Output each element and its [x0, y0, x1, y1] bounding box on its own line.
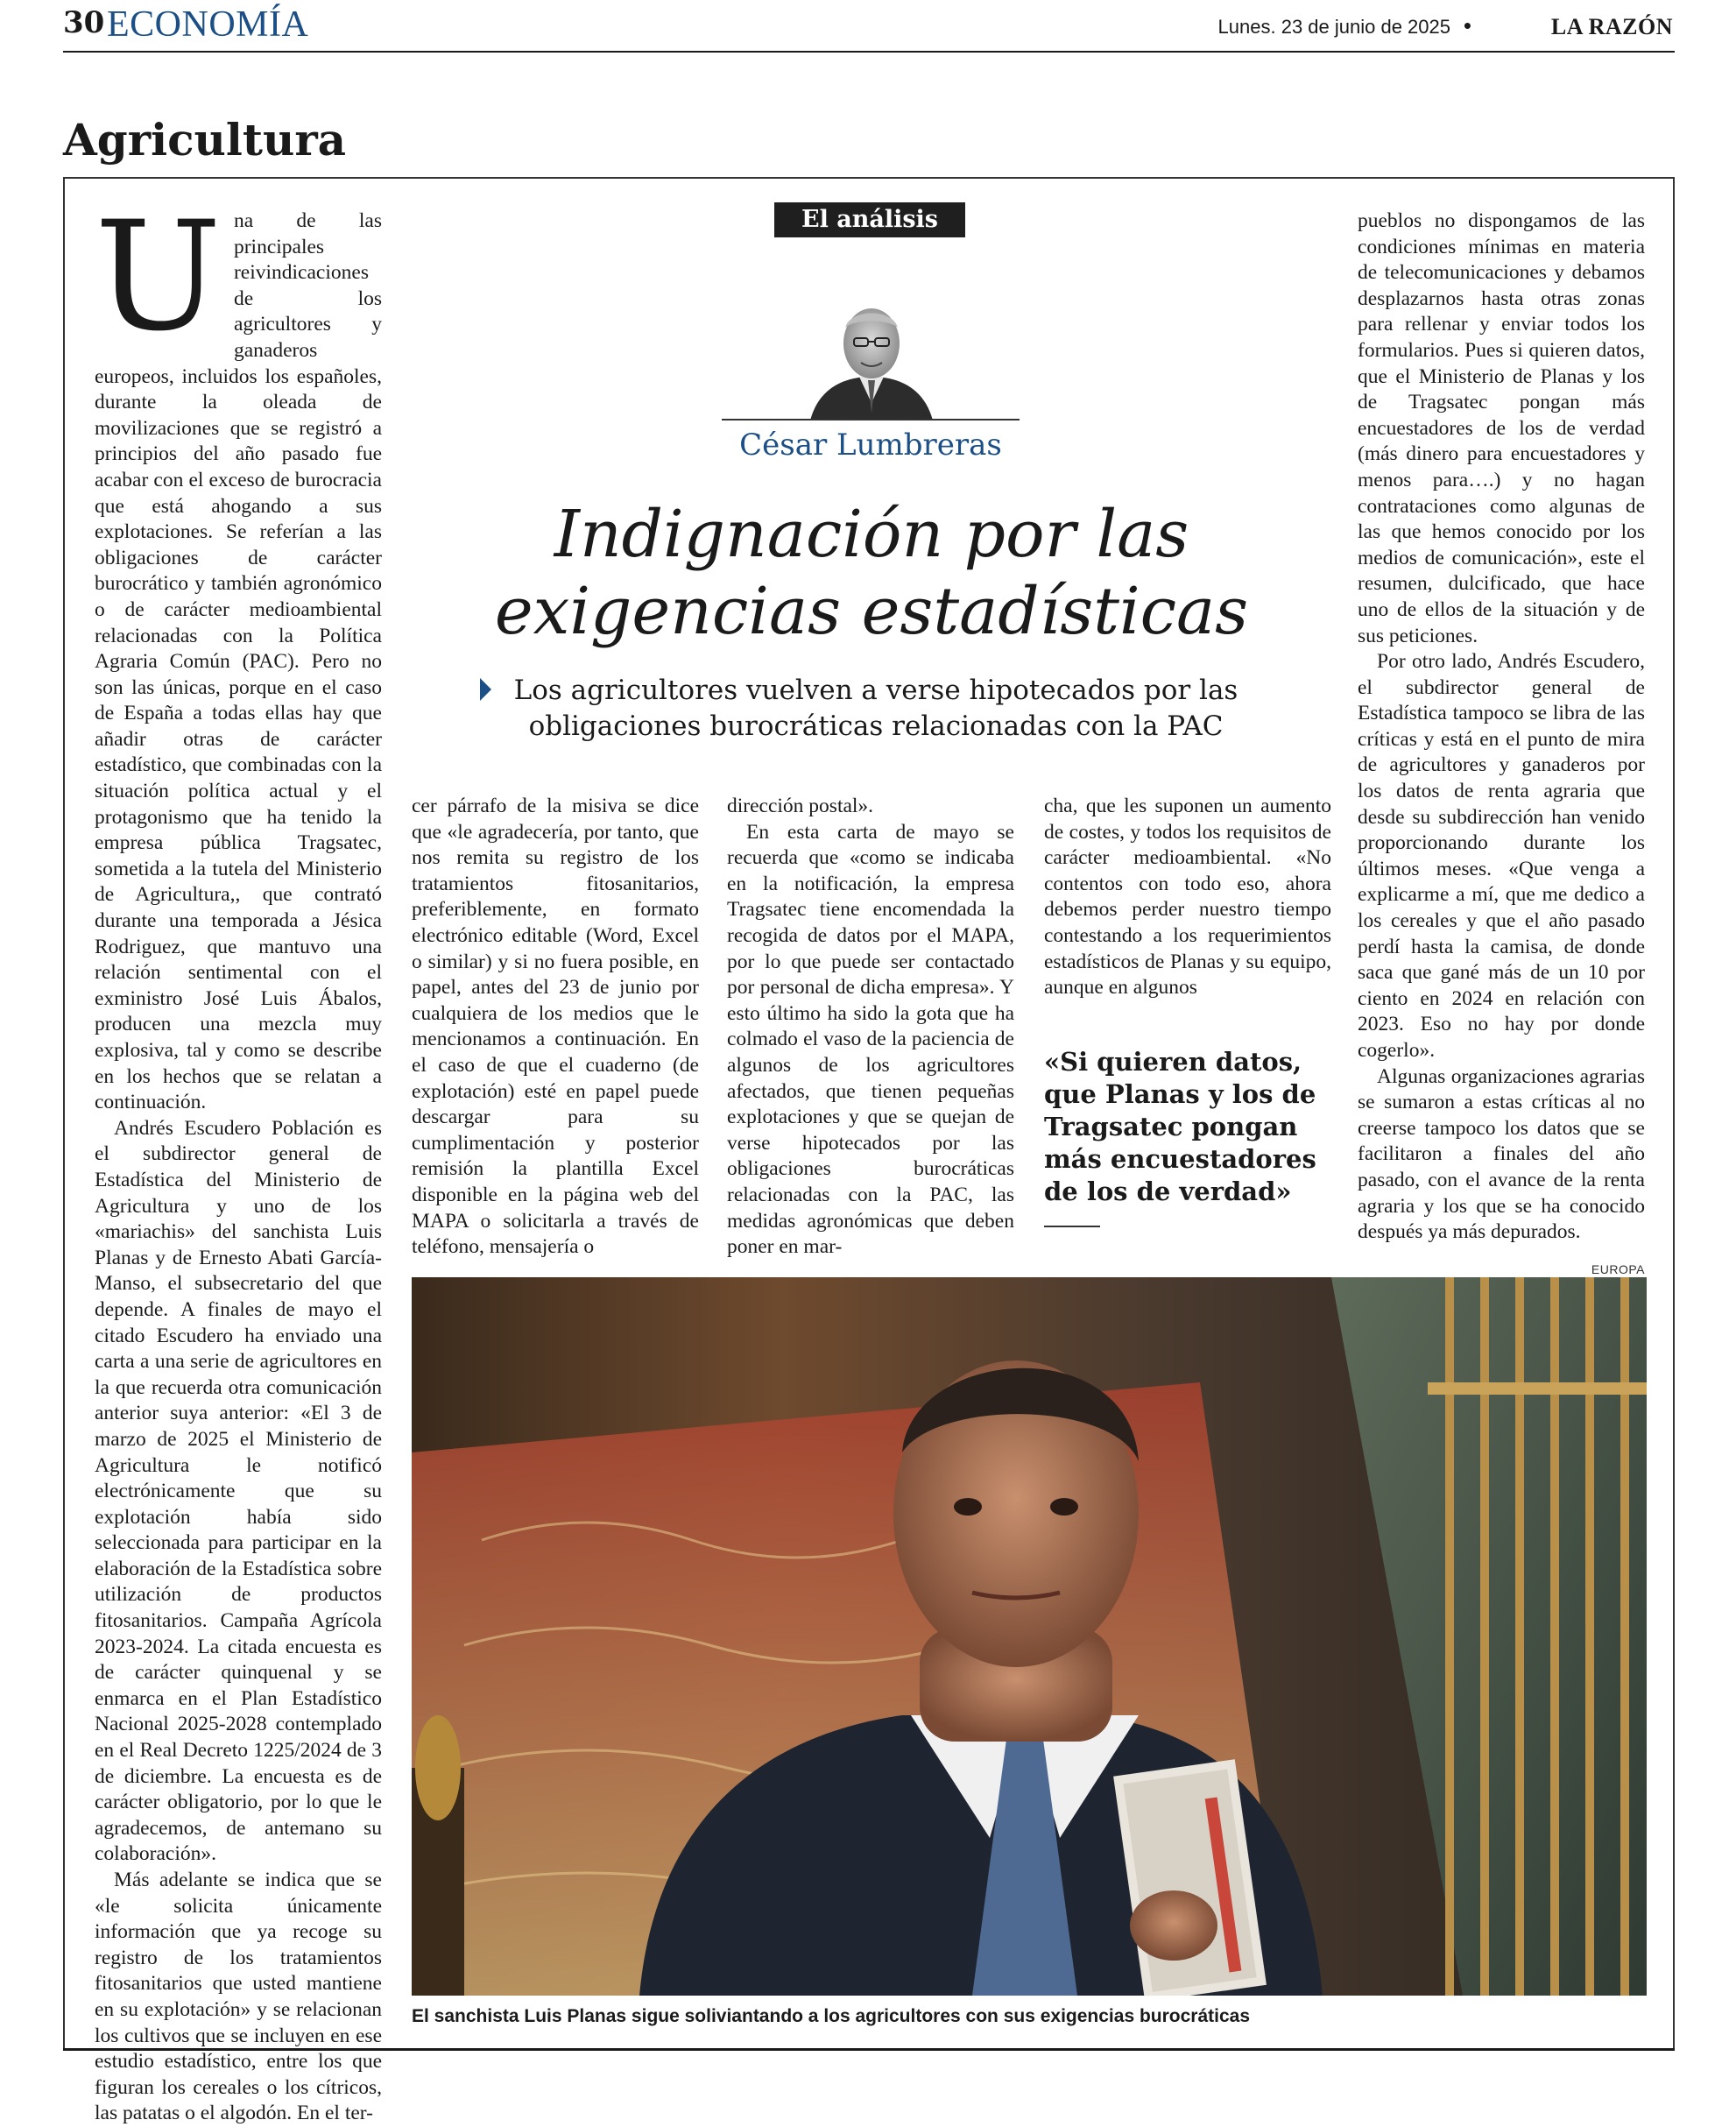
article-column-5 [1358, 208, 1645, 1246]
header-separator: • [1463, 12, 1471, 39]
author-name: César Lumbreras [739, 428, 1002, 463]
byline-rule [722, 419, 1020, 420]
paragraph: na de las principales reivindicaciones de los agricultores y ganaderos europeos, incluidos los españoles, durante la oleada de movilizaciones que se registró a principios del año pasado fue acabar con el exceso de burocracia que está ahogando a sus explotaciones. Se referían a las obligaciones de carácter burocrático y también agronómico o de carácter medioambiental relacionadas con la Política Agraria Común (PAC). Pero no son las únicas, porque en el caso de España a todas ellas hay que añadir otras de carácter estadístico, que combinadas con la situación política actual y el protagonismo que ha tenido la empresa pública Tragsatec, sometida a la tutela del Ministerio de Agricultura,, que contrató durante una temporada a Jésica Rodriguez, que mantuvo una relación sentimental con el exministro José Luis Ábalos, producen una mezcla muy explosiva, tal y como se describe en los hechos que se relatan a continuación. [95, 209, 382, 1114]
section-tag: El análisis [774, 202, 965, 237]
pull-quote: «Si quieren datos, que Planas y los de Tragsatec pongan más encuestadores de los de verdad» [1044, 1047, 1316, 1206]
page-number: 30 [63, 5, 105, 40]
paragraph: Andrés Escudero Población es el subdirector general de Estadística del Ministerio de Agricultura y uno de los «mariachis» del sanchista Luis Planas y de Ernesto Abati García-Manso, el subsecretario del que depende. A finales de mayo el citado Escudero ha enviado una carta a una serie de agricultores en la que recuerda otra comunicación anterior suya anterior: «El 3 de marzo de 2025 el Ministerio de Agricultura le notificó electrónicamente que su explotación había sido seleccionada para participar en la elaboración de la Estadística sobre utilización de productos fitosanitarios. Campaña Agrícola 2023-2024. La citada encuesta es de carácter quinquenal y se enmarca en el Plan Estadístico Nacional 2025-2028 contemplado en el Real Decreto 1225/2024 de 3 de diciembre. La encuesta es de carácter obligatorio, por lo que le agradecemos, de antemano su colaboración». [95, 1116, 382, 1866]
paragraph: cer párrafo de la misiva se dice que «le agradecería, por tanto, que nos remita su registro de los tratamientos fitosanitarios, preferiblemente, en formato electrónico editable (Word, Excel o similar) y si no fuera posible, en papel, antes del 23 de junio por cualquiera de los medios que le mencionamos a continuación. En el caso de que el cuaderno (de explotación) esté en papel puede descargar para su cumplimentación y posterior remisión la plantilla Excel disponible en la página web del MAPA o solicitarla a través de teléfono, mensajería o [412, 795, 699, 1259]
photo-caption: El sanchista Luis Planas sigue soliviantando a los agricultores con sus exigencias burocráticas [412, 2006, 1251, 2026]
paragraph: En esta carta de mayo se recuerda que «como se indicaba en la notificación, la empresa Tragsatec tiene encomendada la recogida de datos por el MAPA, por lo que puede ser contactado por personal de dicha empresa». Y esto último ha sido la gota que ha colmado el vaso de la paciencia de algunos de los agricultores afectados, que tienen pequeñas explotaciones y que se quejan de verse hipotecados por las obligaciones burocráticas relacionadas con la PAC, las medidas agronómicas que deben poner en mar- [727, 820, 1014, 1259]
headline: Indignación por las exigencias estadísticas [494, 497, 1249, 649]
issue-date: Lunes. 23 de junio de 2025 [1217, 16, 1450, 38]
article-photo [412, 1277, 1647, 1996]
paragraph: dirección postal». [727, 795, 874, 817]
brand-name: LA RAZÓN [1550, 14, 1673, 39]
pull-quote-rule [1044, 1226, 1100, 1227]
photo-credit: EUROPA [1591, 1262, 1645, 1276]
subheadline: Los agricultores vuelven a verse hipotecados por las obligaciones burocráticas relacionadas con la PAC [513, 675, 1238, 742]
article-column-4 [1044, 794, 1331, 1001]
dropcap: U [95, 188, 222, 364]
article-column-1 [95, 188, 382, 2127]
paragraph: pueblos no dispongamos de las condiciones mínimas en materia de telecomunicaciones y debamos desplazarnos hasta otras zonas para rellenar y enviar todos los formularios. Pues si quieren datos, que el Ministerio de Planas y los de Tragsatec pongan más encuestadores de los de verdad (más dinero para encuestadores y menos para….) y no hagan contrataciones como algunas de las que hemos conocido por los medios de comunicación», este el resumen, dulcificado, que hace uno de ellos de la situación y de sus peticiones. [1358, 209, 1645, 647]
author-portrait [801, 289, 942, 420]
article-column-2 [412, 794, 699, 1261]
section-label: Agricultura [63, 114, 347, 166]
header-rule [63, 51, 1675, 53]
paragraph: Algunas organizaciones agrarias se sumaron a estas críticas al no creerse tampoco los datos que se facilitaron a finales del año pasado, con el avance de la renta agraria y los que se ha conocido después ya más depurados. [1358, 1064, 1645, 1244]
article-column-3 [727, 794, 1014, 1261]
section-name: ECONOMÍA [107, 4, 309, 45]
paragraph: cha, que les suponen un aumento de costes, y todos los requisitos de carácter medioambiental. «No contentos con todo eso, ahora debemos perder nuestro tiempo contestando a los requerimientos estadísticos de Planas y su equipo, aunque en algunos [1044, 795, 1331, 1000]
newspaper-logo [1551, 14, 1673, 40]
paragraph: Más adelante se indica que se «le solicita únicamente información que ya recoge su registro de los tratamientos fitosanitarios que usted mantiene en su explotación» y se relacionan los cultivos que se incluyen en ese estudio estadístico, entre los que figuran los cereales o los cítricos, las patatas o el algodón. En el ter- [95, 1869, 382, 2125]
paragraph: Por otro lado, Andrés Escudero, el subdirector general de Estadística tampoco se libra de las críticas y está en el punto de mira de agricultores y ganaderos por los datos de renta agraria que desde su subdirección han venido proporcionando durante los últimos meses. «Que venga a explicarme a mí, que me dedico a los cereales y que el año pasado perdí hasta la camisa, de donde saca que gané más de un 10 por ciento en 2024 en relación con 2023. Eso no hay por donde cogerlo». [1358, 650, 1645, 1062]
